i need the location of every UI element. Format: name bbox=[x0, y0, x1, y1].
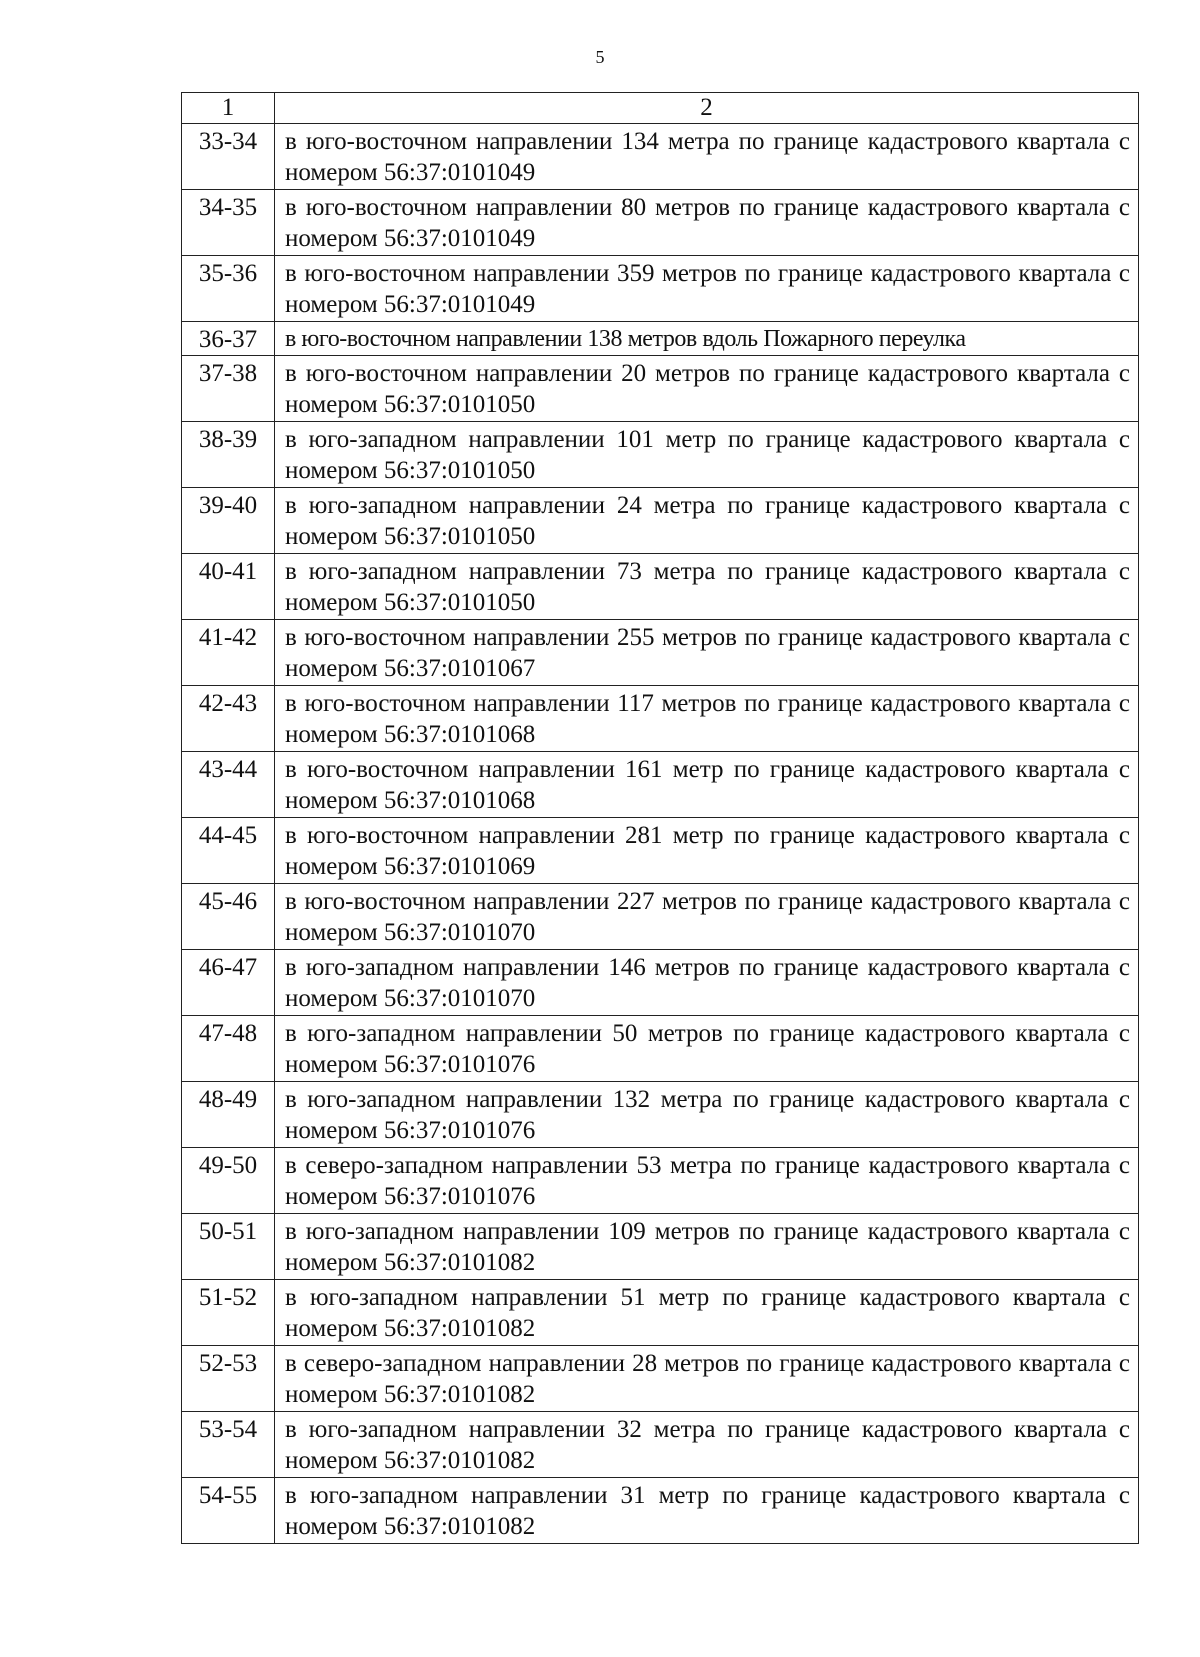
description-cell: в юго-западном направлении 101 метр по границе кадастрового квартала с номером 56:37:0101050 bbox=[275, 422, 1139, 488]
segment-cell: 50-51 bbox=[182, 1214, 275, 1280]
segment-cell: 52-53 bbox=[182, 1346, 275, 1412]
table-row bbox=[182, 620, 1139, 686]
table-row bbox=[182, 190, 1139, 256]
description-cell: в юго-западном направлении 146 метров по границе кадастрового квартала с номером 56:37:0101070 bbox=[275, 950, 1139, 1016]
table-row bbox=[182, 256, 1139, 322]
description-cell: в юго-восточном направлении 161 метр по границе кадастрового квартала с номером 56:37:0101068 bbox=[275, 752, 1139, 818]
description-cell: в юго-западном направлении 51 метр по границе кадастрового квартала с номером 56:37:0101082 bbox=[275, 1280, 1139, 1346]
description-cell: в юго-западном направлении 32 метра по границе кадастрового квартала с номером 56:37:0101082 bbox=[275, 1412, 1139, 1478]
description-cell: в северо-западном направлении 53 метра по границе кадастрового квартала с номером 56:37:0101076 bbox=[275, 1148, 1139, 1214]
description-cell: в юго-восточном направлении 359 метров по границе кадастрового квартала с номером 56:37:0101049 bbox=[275, 256, 1139, 322]
table-row bbox=[182, 950, 1139, 1016]
segment-cell: 35-36 bbox=[182, 256, 275, 322]
table-row bbox=[182, 884, 1139, 950]
table-row bbox=[182, 488, 1139, 554]
table-row bbox=[182, 686, 1139, 752]
segment-cell: 46-47 bbox=[182, 950, 275, 1016]
column-header-description: 2 bbox=[275, 93, 1139, 124]
segment-cell: 41-42 bbox=[182, 620, 275, 686]
segment-cell: 39-40 bbox=[182, 488, 275, 554]
segment-cell: 53-54 bbox=[182, 1412, 275, 1478]
table-row bbox=[182, 1082, 1139, 1148]
segment-cell: 37-38 bbox=[182, 356, 275, 422]
table-row bbox=[182, 752, 1139, 818]
description-cell: в юго-западном направлении 73 метра по границе кадастрового квартала с номером 56:37:0101050 bbox=[275, 554, 1139, 620]
table-row bbox=[182, 818, 1139, 884]
segment-cell: 44-45 bbox=[182, 818, 275, 884]
table-header-row bbox=[182, 93, 1139, 124]
segment-cell: 54-55 bbox=[182, 1478, 275, 1544]
description-cell: в северо-западном направлении 28 метров по границе кадастрового квартала с номером 56:37:0101082 bbox=[275, 1346, 1139, 1412]
table-row bbox=[182, 1016, 1139, 1082]
segment-cell: 49-50 bbox=[182, 1148, 275, 1214]
table-row bbox=[182, 1214, 1139, 1280]
segment-cell: 33-34 bbox=[182, 124, 275, 190]
table-row bbox=[182, 1478, 1139, 1544]
table-row bbox=[182, 554, 1139, 620]
description-cell: в юго-западном направлении 109 метров по границе кадастрового квартала с номером 56:37:0101082 bbox=[275, 1214, 1139, 1280]
table-row bbox=[182, 356, 1139, 422]
description-cell: в юго-западном направлении 132 метра по границе кадастрового квартала с номером 56:37:0101076 bbox=[275, 1082, 1139, 1148]
description-cell: в юго-восточном направлении 227 метров по границе кадастрового квартала с номером 56:37:0101070 bbox=[275, 884, 1139, 950]
segment-cell: 48-49 bbox=[182, 1082, 275, 1148]
segment-cell: 40-41 bbox=[182, 554, 275, 620]
column-header-segment: 1 bbox=[182, 93, 275, 124]
page-number: 5 bbox=[595, 47, 605, 67]
description-cell: в юго-восточном направлении 281 метр по границе кадастрового квартала с номером 56:37:0101069 bbox=[275, 818, 1139, 884]
description-cell: в юго-восточном направлении 117 метров по границе кадастрового квартала с номером 56:37:0101068 bbox=[275, 686, 1139, 752]
segment-cell: 45-46 bbox=[182, 884, 275, 950]
description-cell: в юго-западном направлении 24 метра по границе кадастрового квартала с номером 56:37:0101050 bbox=[275, 488, 1139, 554]
segment-cell: 34-35 bbox=[182, 190, 275, 256]
boundary-segments-table bbox=[181, 92, 1139, 1544]
segment-cell: 43-44 bbox=[182, 752, 275, 818]
description-cell: в юго-западном направлении 50 метров по границе кадастрового квартала с номером 56:37:0101076 bbox=[275, 1016, 1139, 1082]
segment-cell: 47-48 bbox=[182, 1016, 275, 1082]
table-row bbox=[182, 322, 1139, 356]
table-row bbox=[182, 1346, 1139, 1412]
description-cell: в юго-восточном направлении 20 метров по границе кадастрового квартала с номером 56:37:0101050 bbox=[275, 356, 1139, 422]
segment-cell: 38-39 bbox=[182, 422, 275, 488]
table-row bbox=[182, 422, 1139, 488]
segment-cell: 42-43 bbox=[182, 686, 275, 752]
description-cell: в юго-восточном направлении 80 метров по границе кадастрового квартала с номером 56:37:0101049 bbox=[275, 190, 1139, 256]
table-row bbox=[182, 1280, 1139, 1346]
segment-cell: 36-37 bbox=[182, 322, 275, 356]
table-row bbox=[182, 1148, 1139, 1214]
segment-cell: 51-52 bbox=[182, 1280, 275, 1346]
description-cell: в юго-восточном направлении 255 метров по границе кадастрового квартала с номером 56:37:0101067 bbox=[275, 620, 1139, 686]
table-row bbox=[182, 1412, 1139, 1478]
table-row bbox=[182, 124, 1139, 190]
description-cell: в юго-восточном направлении 134 метра по границе кадастрового квартала с номером 56:37:0101049 bbox=[275, 124, 1139, 190]
description-cell: в юго-западном направлении 31 метр по границе кадастрового квартала с номером 56:37:0101082 bbox=[275, 1478, 1139, 1544]
description-cell: в юго-восточном направлении 138 метров вдоль Пожарного переулка bbox=[275, 322, 1139, 356]
